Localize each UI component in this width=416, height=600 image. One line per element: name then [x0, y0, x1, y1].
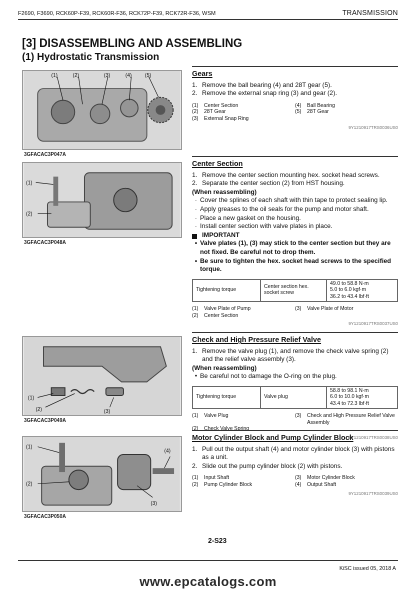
callout-4: (4)	[164, 448, 171, 455]
legend-item: (1) Center Section	[192, 102, 239, 109]
gears-steps	[192, 82, 398, 99]
torque-label: Tightening torque	[193, 386, 261, 408]
legend-item: (4) Ball Bearing	[295, 102, 335, 109]
step: 1. Remove the ball bearing (4) and 28T gear (5).	[192, 81, 332, 89]
photo-cylinder-block	[22, 436, 182, 512]
photo-center-section	[22, 162, 182, 238]
doc-id: 9Y1210917TRS0038US0	[348, 434, 398, 440]
page-header	[18, 8, 398, 20]
legend-item: (2) Check Valve Spring	[192, 426, 250, 433]
bullet-item: · Cover the splines of each shaft with thin tape to protect sealing lip.	[194, 197, 388, 205]
photo-cylinder-block-illustration	[23, 437, 181, 511]
callout-1: (1)	[26, 444, 33, 451]
doc-id: 9Y1210917TRS0036US0	[348, 124, 398, 130]
header-chapter: TRANSMISSION	[342, 10, 398, 17]
legend-item: (3) External Snap Ring	[192, 115, 249, 122]
photo-caption-1: 3GFACAC3P047A	[24, 152, 66, 158]
callout-3: (3)	[103, 409, 111, 415]
important-square-icon	[192, 234, 197, 239]
center-section-block	[192, 156, 398, 329]
page-number: 2-S23	[208, 538, 227, 545]
legend-item: (1) Valve Plate of Pump	[192, 305, 251, 312]
photo-caption-4: 3GFACAC3P050A	[24, 514, 66, 520]
motor-legend	[192, 475, 398, 488]
watermark-link[interactable]: www.epcatalogs.com	[139, 574, 277, 589]
relief-torque-table	[192, 386, 398, 409]
photo-relief-valve-illustration	[23, 337, 181, 415]
legend-item: (3) Check and High Pressure Relief Valve Assembly	[295, 413, 395, 426]
footer-divider	[18, 560, 398, 561]
bullet-item: • Be sure to tighten the hex. socket head screws to the specified torque.	[194, 257, 392, 274]
sub-title: (1) Hydrostatic Transmission	[22, 52, 160, 63]
center-torque-table	[192, 279, 398, 302]
step: 1. Remove the center section mounting hex. socket head screws.	[192, 171, 380, 179]
bullet-item: · Place a new gasket on the housing.	[194, 214, 301, 222]
photo-relief-valve	[22, 336, 182, 416]
legend-item: (2) Pump Cylinder Block	[192, 481, 253, 488]
bullet-item: · Apply greases to the oil seals for the pump and motor shaft.	[194, 205, 369, 213]
step: 2. Slide out the pump cylinder block (2) with pistons.	[192, 462, 343, 470]
center-steps	[192, 172, 398, 189]
when-reassembling: (When reassembling)	[192, 188, 257, 196]
photo-caption-3: 3GFACAC3P049A	[24, 418, 66, 424]
important-bullets	[192, 240, 398, 274]
important-heading: IMPORTANT	[192, 232, 398, 241]
relief-valve-block	[192, 332, 398, 443]
photo-gears	[22, 70, 182, 150]
relief-title: Check and High Pressure Relief Valve	[192, 335, 322, 344]
gears-legend	[192, 103, 398, 123]
callout-2: (2)	[26, 481, 33, 488]
torque-label: Tightening torque	[193, 279, 261, 301]
legend-item: (5) 28T Gear	[295, 109, 329, 116]
callout-2: (2)	[35, 407, 43, 414]
legend-item: (3) Motor Cylinder Block	[295, 475, 355, 482]
bullet-item: • Valve plates (1), (3) may stick to the center section but they are not fixed. Be careful not to drop them.	[194, 240, 391, 256]
doc-id: 9Y1210917TRS0037US0	[348, 321, 398, 327]
section-title: [3] DISASSEMBLING AND ASSEMBLING	[22, 38, 243, 50]
callout-2: (2)	[26, 211, 33, 218]
motor-title: Motor Cylinder Block and Pump Cylinder Block	[192, 433, 354, 442]
legend-item: (3) Valve Plate of Motor	[295, 305, 354, 312]
relief-bullets	[192, 373, 398, 382]
step: 2. Remove the external snap ring (3) and gear (2).	[192, 90, 337, 98]
footer-issue: KiSC issued 05, 2018 A	[339, 566, 396, 572]
bullet-item: • Be careful not to damage the O-ring on the plug.	[194, 373, 337, 381]
callout-1: (1)	[27, 395, 35, 402]
center-bullets	[192, 197, 398, 231]
legend-item: (1) Input Shaft	[192, 475, 230, 482]
legend-item: (1) Valve Plug	[192, 413, 229, 420]
callout-3: (3)	[150, 501, 157, 508]
doc-id: 9Y1210917TRS0039US0	[348, 490, 398, 496]
gears-block	[192, 66, 398, 132]
callout-4: (4)	[125, 72, 132, 79]
center-legend	[192, 306, 398, 319]
callout-5: (5)	[144, 72, 152, 79]
bullet-item: · Install center section with valve plates in place.	[194, 223, 333, 231]
callout-2: (2)	[72, 72, 80, 79]
when-reassembling: (When reassembling)	[192, 364, 257, 372]
torque-item: Center section hex. socket screw	[261, 279, 327, 301]
motor-steps	[192, 446, 398, 472]
legend-item: (4) Output Shaft	[295, 481, 337, 488]
torque-values: 58.8 to 98.1 N·m 6.0 to 10.0 kgf·m 43.4 to 72.3 lbf·ft	[327, 386, 398, 408]
callout-3: (3)	[103, 72, 111, 79]
callout-1: (1)	[51, 72, 58, 79]
photo-gears-illustration	[23, 71, 181, 149]
step: 1. Remove the valve plug (1), and remove the check valve spring (2) and the relief valve assembly (3).	[192, 347, 389, 364]
torque-values: 49.0 to 58.8 N·m 5.0 to 6.0 kgf·m 36.2 to 43.4 lbf·ft	[327, 279, 398, 301]
photo-caption-2: 3GFACAC3P048A	[24, 240, 66, 246]
center-title: Center Section	[192, 159, 243, 168]
relief-steps	[192, 348, 398, 365]
gears-title: Gears	[192, 69, 213, 78]
photo-center-section-illustration	[23, 163, 181, 237]
legend-item: (2) 28T Gear	[192, 109, 226, 116]
step: 2. Separate the center section (2) from HST housing.	[192, 180, 345, 188]
torque-item: Valve plug	[261, 386, 327, 408]
callout-1: (1)	[26, 180, 33, 187]
header-models: F2690, F3690, RCK60P-F39, RCK60R-F36, RCK72P-F39, RCK72R-F36, WSM	[18, 11, 216, 17]
legend-item: (2) Center Section	[192, 312, 239, 319]
step: 1. Pull out the output shaft (4) and motor cylinder block (3) with pistons as a unit.	[192, 445, 395, 462]
cylinder-block-block	[192, 430, 398, 498]
